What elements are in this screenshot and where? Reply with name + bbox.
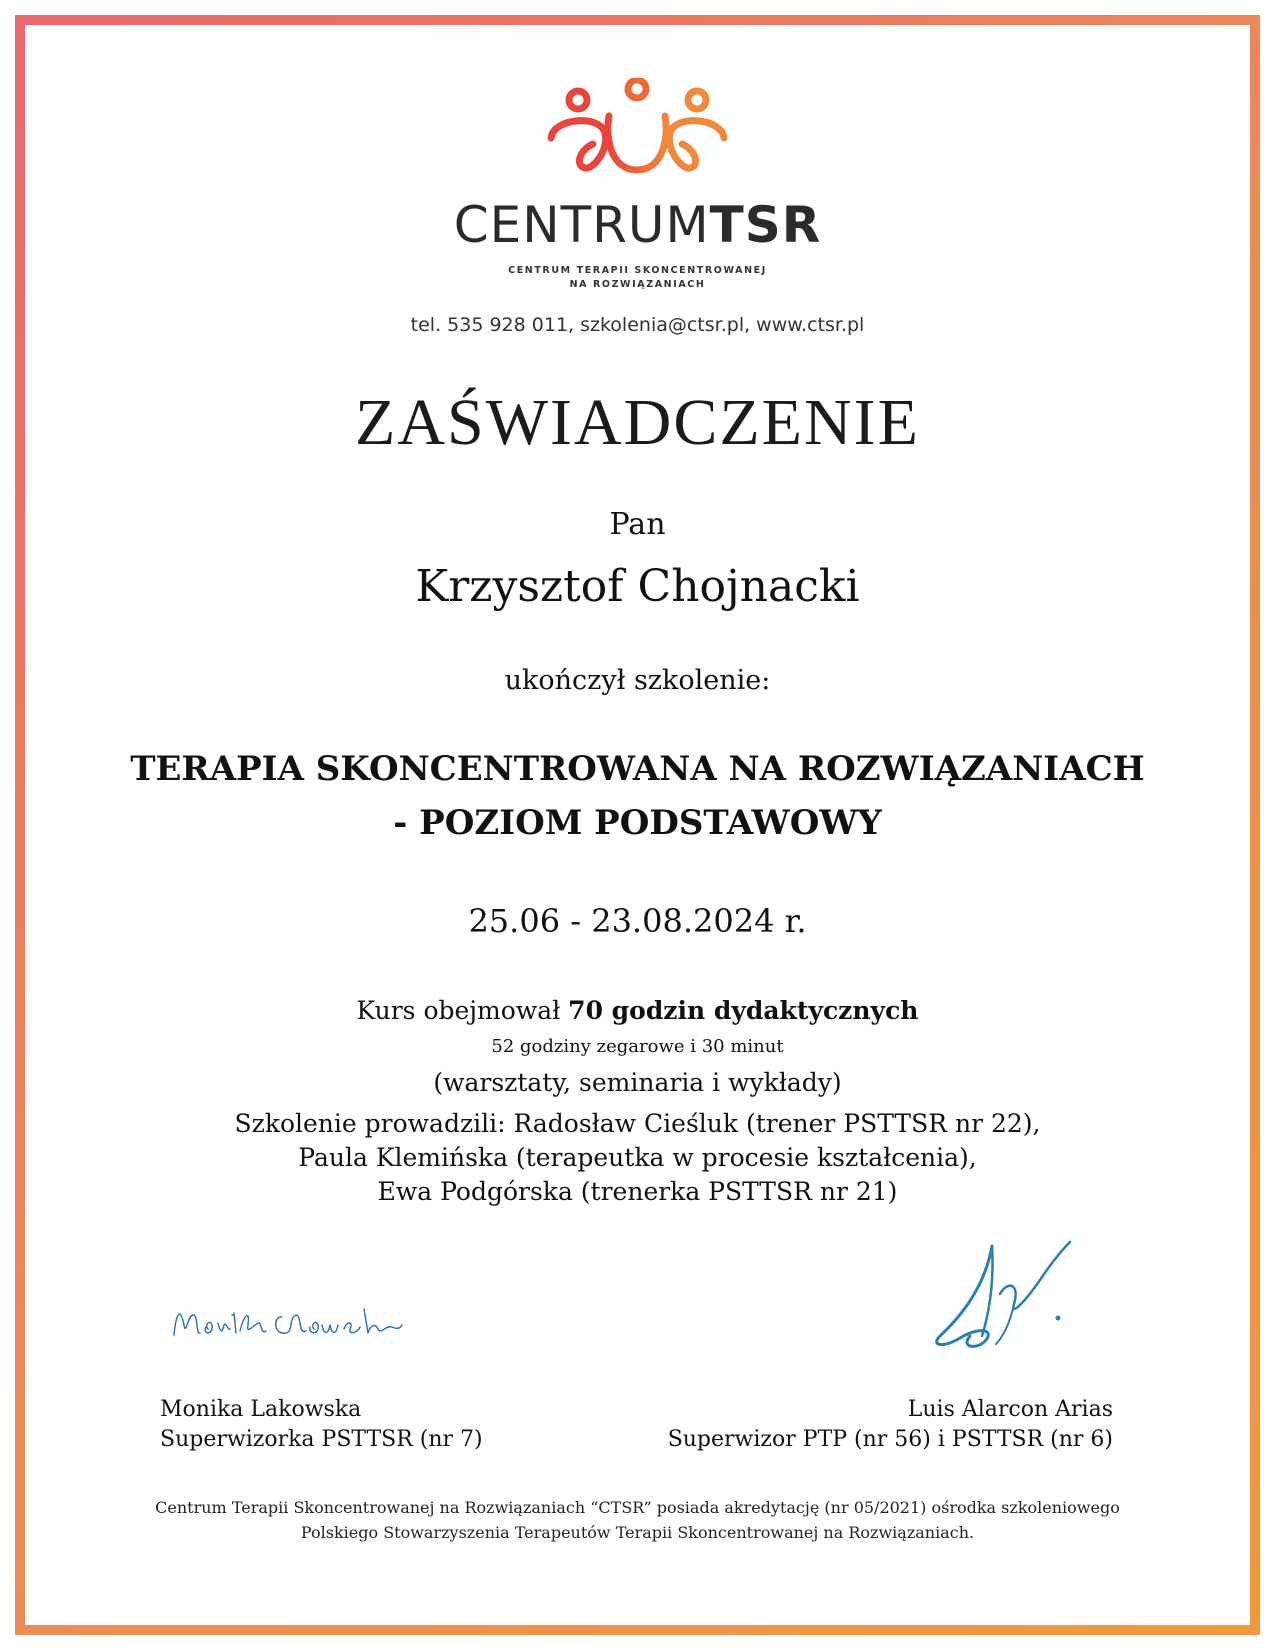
brand-subtitle-line2: NA ROZWIĄZANIACH: [569, 279, 706, 290]
footer-line2: Polskiego Stowarzyszenia Terapeutów Terapii Skoncentrowanej na Rozwiązaniach.: [300, 1523, 975, 1542]
brand-name-bold: TSR: [709, 196, 822, 254]
three-people-icon: [545, 78, 730, 183]
contact-info: tel. 535 928 011, szkolenia@ctsr.pl, www.ctsr.pl: [410, 314, 865, 336]
accreditation-footer: [0, 1495, 1275, 1545]
trainers-line2: Paula Klemińska (terapeutka w procesie kształcenia),: [298, 1143, 977, 1172]
signatory-right-role: Superwizor PTP (nr 56) i PSTTSR (nr 6): [667, 1427, 1113, 1452]
signatory-right-name: Luis Alarcon Arias: [907, 1397, 1113, 1422]
signatory-left-name: Monika Lakowska: [160, 1397, 362, 1422]
trainers-line3: Ewa Podgórska (trenerka PSTTSR nr 21): [377, 1177, 898, 1206]
certificate-title: ZAŚWIADCZENIE: [355, 386, 920, 459]
course-dates: 25.06 - 23.08.2024 r.: [468, 902, 807, 940]
trainers: [0, 1107, 1275, 1209]
brand-name-light: CENTRUM: [453, 196, 710, 254]
signatory-left-role: Superwizorka PSTTSR (nr 7): [160, 1427, 483, 1452]
footer-line1: Centrum Terapii Skoncentrowanej na Rozwiązaniach “CTSR” posiada akredytację (nr 05/2021) ośrodka szkoleniowego: [155, 1498, 1120, 1517]
signatory-left: [160, 1395, 483, 1455]
trainers-line1: Szkolenie prowadzili: Radosław Cieśluk (trener PSTTSR nr 22),: [234, 1109, 1041, 1138]
course-title-line1: TERAPIA SKONCENTROWANA NA ROZWIĄZANIACH: [130, 749, 1145, 789]
signature-right: [930, 1240, 1085, 1355]
course-hours: [0, 998, 1275, 1023]
brand-subtitle-line1: CENTRUM TERAPII SKONCENTROWANEJ: [508, 265, 767, 276]
course-hours-bold: 70 godzin dydaktycznych: [568, 996, 919, 1025]
course-title-line2: - POZIOM PODSTAWOWY: [393, 803, 882, 843]
salutation: Pan: [609, 507, 666, 542]
clock-hours: 52 godziny zegarowe i 30 minut: [491, 1036, 784, 1057]
course-hours-prefix: Kurs obejmował: [356, 996, 569, 1025]
brand-name: [0, 196, 1275, 254]
signatory-right: [668, 1395, 1113, 1455]
course-types: (warsztaty, seminaria i wykłady): [433, 1068, 842, 1097]
recipient-name: Krzysztof Chojnacki: [415, 561, 860, 612]
course-title: [0, 742, 1275, 850]
signature-left: [170, 1295, 405, 1350]
completed-text: ukończył szkolenie:: [504, 665, 771, 696]
